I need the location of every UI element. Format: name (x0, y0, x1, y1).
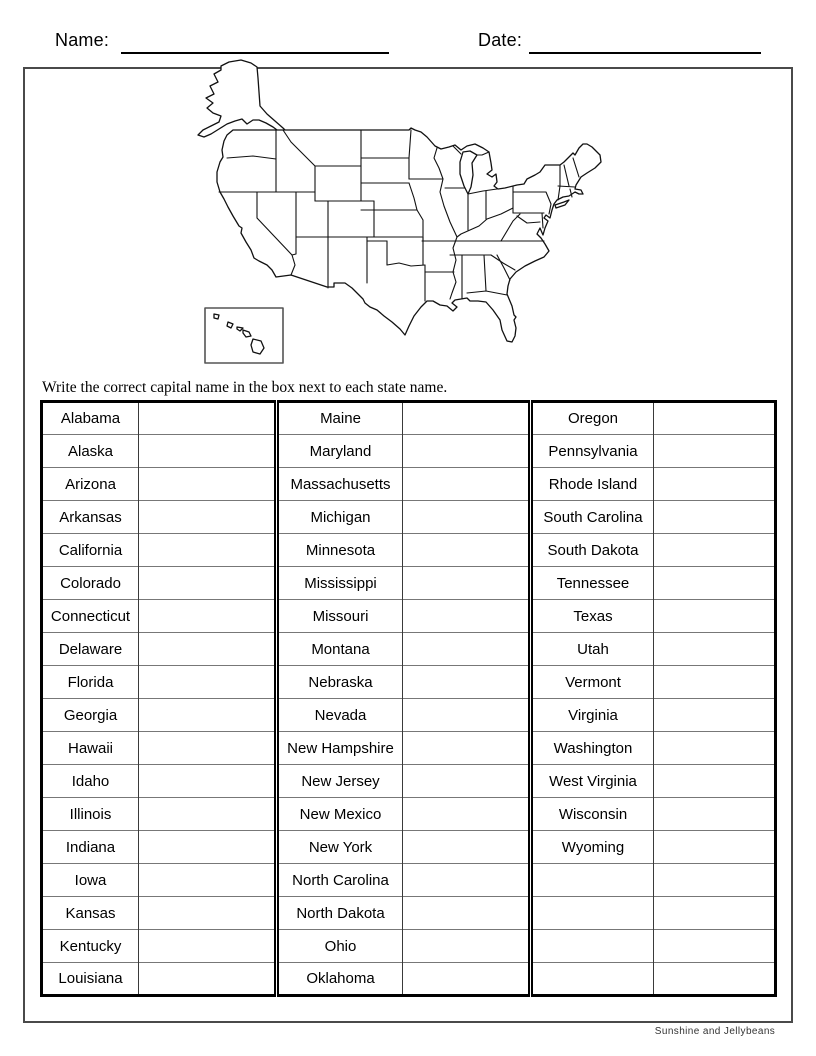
state-name-cell (531, 963, 654, 996)
capital-answer-box[interactable] (654, 567, 776, 600)
state-name-cell: Kansas (42, 897, 139, 930)
capital-answer-box[interactable] (654, 501, 776, 534)
capital-answer-box[interactable] (403, 831, 531, 864)
date-input-line[interactable] (529, 28, 761, 54)
table-row (42, 897, 776, 930)
state-name-cell: New Hampshire (277, 732, 403, 765)
capital-answer-box[interactable] (403, 501, 531, 534)
state-name-cell: Massachusetts (277, 468, 403, 501)
table-row (42, 732, 776, 765)
state-name-cell: Rhode Island (531, 468, 654, 501)
us-outline-map (183, 58, 603, 368)
state-name-cell: South Dakota (531, 534, 654, 567)
capital-answer-box[interactable] (654, 798, 776, 831)
table-row (42, 666, 776, 699)
capital-answer-box[interactable] (403, 930, 531, 963)
state-name-cell: Indiana (42, 831, 139, 864)
table-row (42, 699, 776, 732)
state-name-cell: Alaska (42, 435, 139, 468)
state-name-cell: Mississippi (277, 567, 403, 600)
state-name-cell: Colorado (42, 567, 139, 600)
table-row (42, 600, 776, 633)
capital-answer-box[interactable] (139, 864, 277, 897)
capital-answer-box[interactable] (654, 633, 776, 666)
state-name-cell: Arizona (42, 468, 139, 501)
capital-answer-box[interactable] (139, 765, 277, 798)
state-name-cell: Idaho (42, 765, 139, 798)
state-name-cell: Washington (531, 732, 654, 765)
table-row (42, 633, 776, 666)
table-row (42, 930, 776, 963)
credit-text: Sunshine and Jellybeans (654, 1026, 776, 1037)
capital-answer-box[interactable] (403, 963, 531, 996)
capital-answer-box[interactable] (654, 534, 776, 567)
table-body (42, 402, 776, 996)
state-name-cell: Utah (531, 633, 654, 666)
capital-answer-box[interactable] (139, 831, 277, 864)
state-name-cell: Oklahoma (277, 963, 403, 996)
state-name-cell: Arkansas (42, 501, 139, 534)
capital-answer-box[interactable] (654, 666, 776, 699)
capital-answer-box[interactable] (403, 699, 531, 732)
state-name-cell: Oregon (531, 402, 654, 435)
capital-answer-box[interactable] (654, 897, 776, 930)
capital-answer-box[interactable] (654, 468, 776, 501)
state-name-cell: Kentucky (42, 930, 139, 963)
state-name-cell: West Virginia (531, 765, 654, 798)
capital-answer-box[interactable] (139, 666, 277, 699)
state-name-cell: New Mexico (277, 798, 403, 831)
state-name-cell: Nebraska (277, 666, 403, 699)
state-name-cell: Vermont (531, 666, 654, 699)
capital-answer-box[interactable] (139, 798, 277, 831)
state-name-cell: Alabama (60, 410, 121, 427)
capital-answer-box[interactable] (139, 600, 277, 633)
capital-answer-box[interactable] (654, 435, 776, 468)
state-name-cell: Virginia (531, 699, 654, 732)
capital-answer-box[interactable] (403, 567, 531, 600)
state-name-cell: North Carolina (277, 864, 403, 897)
state-name-cell: Montana (277, 633, 403, 666)
capital-answer-box[interactable] (139, 699, 277, 732)
state-name-cell: Georgia (42, 699, 139, 732)
state-name-cell: Tennessee (531, 567, 654, 600)
state-name-cell: Florida (42, 666, 139, 699)
state-name-cell: New Jersey (277, 765, 403, 798)
state-name-cell: Wyoming (531, 831, 654, 864)
date-label: Date: (478, 30, 523, 50)
capital-answer-box[interactable] (403, 798, 531, 831)
state-name-cell: Illinois (42, 798, 139, 831)
state-name-cell: Maryland (277, 435, 403, 468)
name-label: Name: (55, 30, 110, 50)
state-name-cell: South Carolina (531, 501, 654, 534)
state-name-cell: Hawaii (42, 732, 139, 765)
state-name-cell: New York (277, 831, 403, 864)
capital-answer-box[interactable] (403, 402, 531, 435)
state-name-cell (531, 897, 654, 930)
capital-answer-box[interactable] (403, 666, 531, 699)
capital-answer-box[interactable] (654, 930, 776, 963)
state-name-cell: Iowa (42, 864, 139, 897)
state-name-cell: Texas (531, 600, 654, 633)
capital-answer-box[interactable] (654, 963, 776, 996)
name-input-line[interactable] (121, 28, 389, 54)
table-row (42, 567, 776, 600)
capital-answer-box[interactable] (654, 402, 776, 435)
capital-answer-box[interactable] (139, 963, 277, 996)
capital-answer-box[interactable] (403, 534, 531, 567)
state-name-cell: Delaware (42, 633, 139, 666)
state-name-cell (531, 930, 654, 963)
table-row (42, 831, 776, 864)
states-capitals-table (40, 400, 777, 997)
state-name-cell: Ohio (277, 930, 403, 963)
state-name-cell: Pennsylvania (531, 435, 654, 468)
capital-answer-box[interactable] (139, 468, 277, 501)
capital-answer-box[interactable] (654, 699, 776, 732)
capital-answer-box[interactable] (654, 864, 776, 897)
table-row (42, 864, 776, 897)
table-row (42, 468, 776, 501)
capital-answer-box[interactable] (403, 468, 531, 501)
capital-answer-box[interactable] (654, 765, 776, 798)
state-name-cell: Missouri (277, 600, 403, 633)
state-name-cell: Michigan (277, 501, 403, 534)
capital-answer-box[interactable] (139, 732, 277, 765)
instruction-text: Write the correct capital name in the box next to each state name. (42, 379, 448, 396)
table-row (42, 798, 776, 831)
capital-answer-box[interactable] (403, 633, 531, 666)
table-row (42, 765, 776, 798)
table-row (42, 435, 776, 468)
capital-answer-box[interactable] (139, 567, 277, 600)
capital-answer-box[interactable] (139, 435, 277, 468)
capital-answer-box[interactable] (403, 765, 531, 798)
hawaii-inset (205, 308, 283, 363)
state-name-cell: Nevada (277, 699, 403, 732)
capital-answer-box[interactable] (139, 501, 277, 534)
capital-answer-box[interactable] (654, 831, 776, 864)
state-name-cell: Louisiana (42, 963, 139, 996)
capital-answer-box[interactable] (403, 435, 531, 468)
table-row (42, 501, 776, 534)
state-name-cell: Minnesota (277, 534, 403, 567)
state-name-cell: Maine (277, 402, 403, 435)
table-row (42, 963, 776, 996)
capital-answer-box[interactable] (654, 732, 776, 765)
capital-answer-box[interactable] (403, 897, 531, 930)
capital-answer-box[interactable] (654, 600, 776, 633)
table-row (42, 402, 776, 435)
state-name-cell: Connecticut (42, 600, 139, 633)
capital-answer-box[interactable] (403, 732, 531, 765)
capital-answer-box[interactable] (139, 930, 277, 963)
alaska-shape (198, 60, 293, 140)
capital-answer-box[interactable] (139, 402, 277, 435)
capital-answer-box[interactable] (139, 633, 277, 666)
capital-answer-box[interactable] (139, 534, 277, 567)
capital-answer-box[interactable] (403, 600, 531, 633)
state-name-cell: California (42, 534, 139, 567)
state-name-cell (531, 864, 654, 897)
capital-answer-box[interactable] (139, 897, 277, 930)
capital-answer-box[interactable] (403, 864, 531, 897)
long-island-shape (555, 200, 569, 208)
state-name-cell: North Dakota (277, 897, 403, 930)
state-name-cell: Wisconsin (531, 798, 654, 831)
table-row (42, 534, 776, 567)
